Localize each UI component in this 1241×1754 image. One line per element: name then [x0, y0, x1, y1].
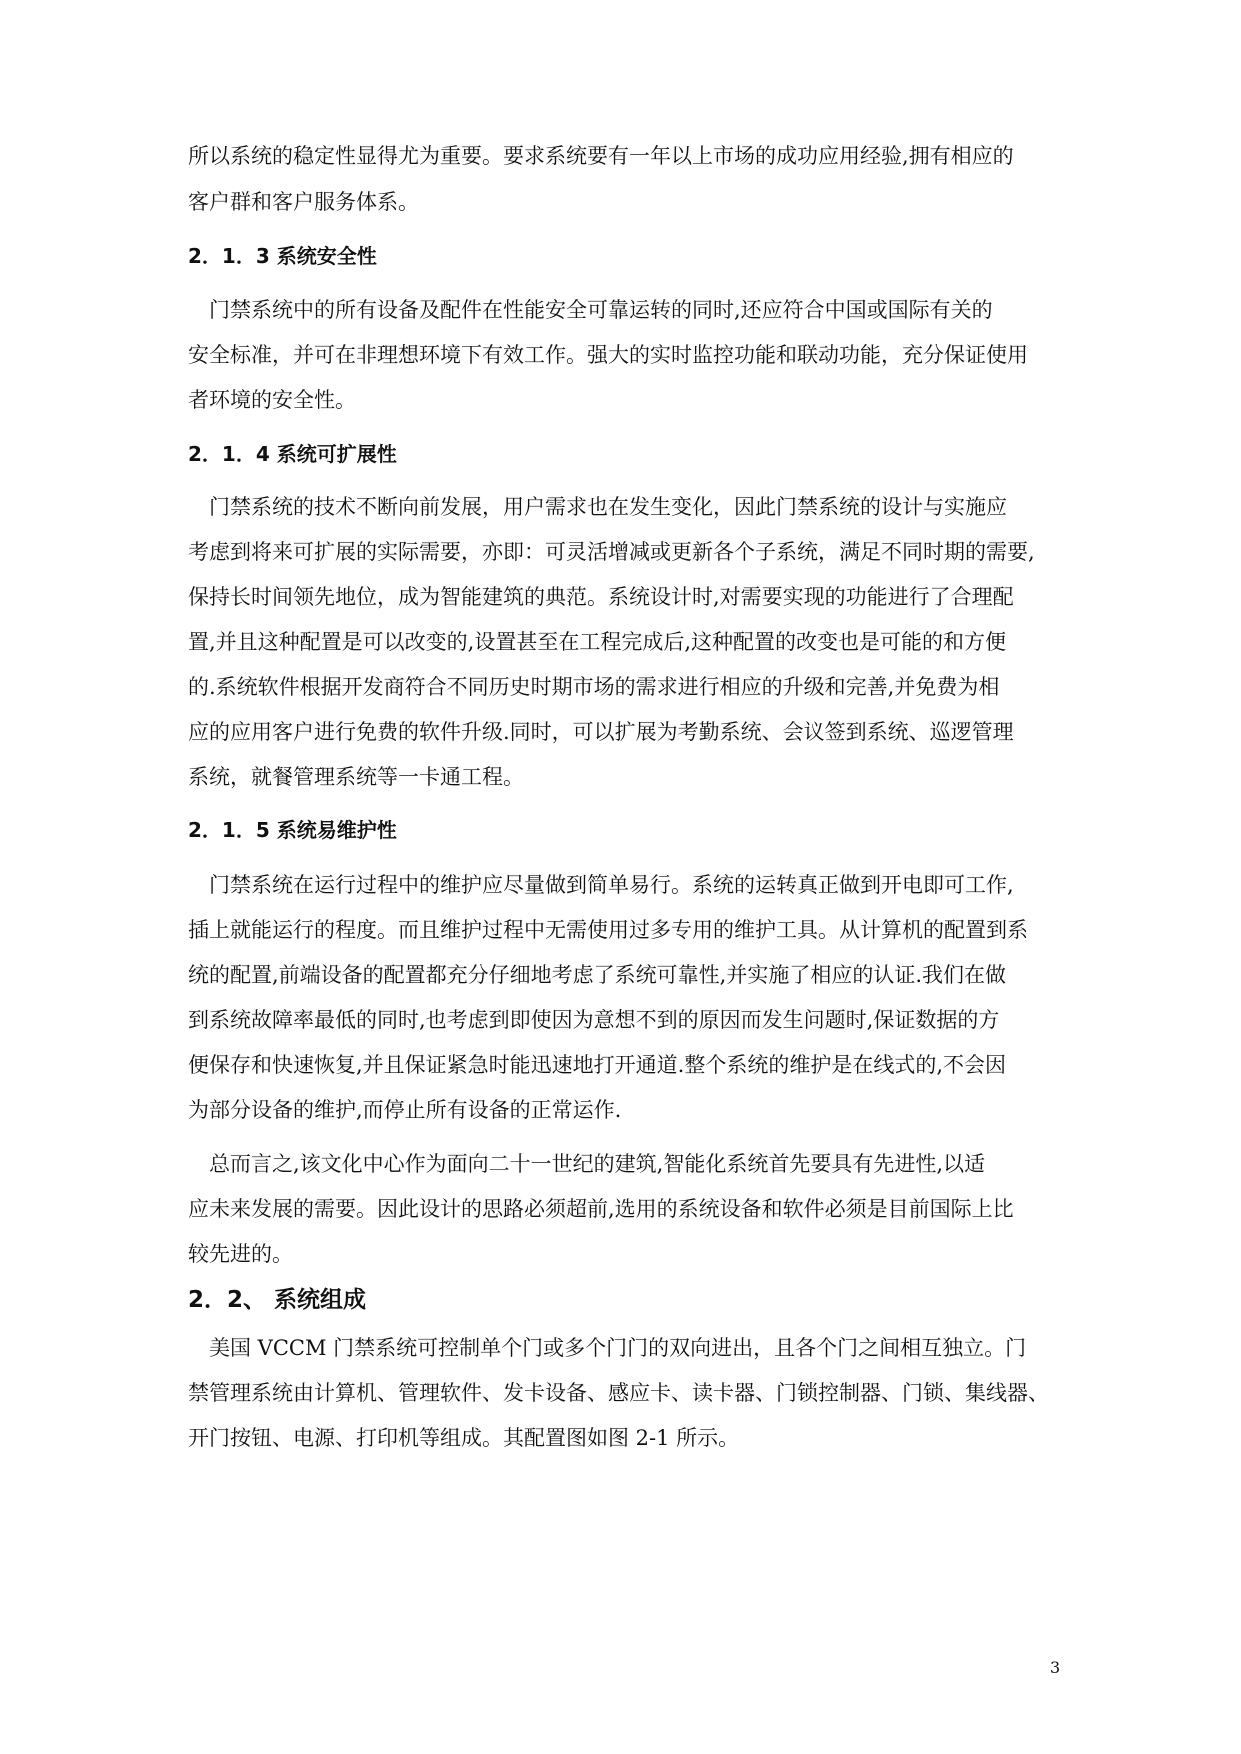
para-maintain-line-6: 为部分设备的维护,而停止所有设备的正常运作.	[188, 1098, 622, 1122]
para-stability-line-1: 所以系统的稳定性显得尤为重要。要求系统要有一年以上市场的成功应用经验,拥有相应的	[188, 144, 1014, 168]
para-maintain-line-2: 插上就能运行的程度。而且维护过程中无需使用过多专用的维护工具。从计算机的配置到系	[188, 918, 1028, 942]
para-composition-line-2: 禁管理系统由计算机、管理软件、发卡设备、感应卡、读卡器、门锁控制器、门锁、集线器、	[188, 1381, 1049, 1405]
page-number: 3	[1050, 1658, 1061, 1677]
para-summary-line-3: 较先进的。	[188, 1242, 293, 1266]
para-composition-line-1: 美国 VCCM 门禁系统可控制单个门或多个门门的双向进出，且各个门之间相互独立。门	[188, 1336, 1027, 1360]
heading-2-1-5: 2．1．5 系统易维护性	[188, 818, 397, 842]
heading-2-1-3: 2．1．3 系统安全性	[188, 244, 377, 268]
para-scalability-line-6: 应的应用客户进行免费的软件升级.同时，可以扩展为考勤系统、会议签到系统、巡逻管理	[188, 720, 1014, 744]
para-maintain-line-5: 便保存和快速恢复,并且保证紧急时能迅速地打开通道.整个系统的维护是在线式的,不会因	[188, 1053, 1007, 1077]
para-maintain-line-3: 统的配置,前端设备的配置都充分仔细地考虑了系统可靠性,并实施了相应的认证.我们在做	[188, 963, 1007, 987]
heading-2-1-4: 2．1．4 系统可扩展性	[188, 442, 397, 466]
para-stability-line-2: 客户群和客户服务体系。	[188, 190, 419, 214]
para-security-line-2: 安全标准，并可在非理想环境下有效工作。强大的实时监控功能和联动功能，充分保证使用	[188, 343, 1028, 367]
para-scalability-line-4: 置,并且这种配置是可以改变的,设置甚至在工程完成后,这种配置的改变也是可能的和方便	[188, 630, 1007, 654]
para-scalability-line-7: 系统，就餐管理系统等一卡通工程。	[188, 765, 524, 789]
para-scalability-line-3: 保持长时间领先地位，成为智能建筑的典范。系统设计时,对需要实现的功能进行了合理配	[188, 585, 1014, 609]
para-summary-line-2: 应未来发展的需要。因此设计的思路必须超前,选用的系统设备和软件必须是目前国际上比	[188, 1197, 1014, 1221]
para-scalability-line-5: 的.系统软件根据开发商符合不同历史时期市场的需求进行相应的升级和完善,并免费为相	[188, 675, 1000, 699]
para-scalability-line-2: 考虑到将来可扩展的实际需要，亦即：可灵活增减或更新各个子系统，满足不同时期的需要,	[188, 540, 1035, 564]
para-maintain-line-4: 到系统故障率最低的同时,也考虑到即使因为意想不到的原因而发生问题时,保证数据的方	[188, 1008, 1000, 1032]
para-summary-line-1: 总而言之,该文化中心作为面向二十一世纪的建筑,智能化系统首先要具有先进性,以适	[188, 1152, 986, 1176]
para-security-line-1: 门禁系统中的所有设备及配件在性能安全可靠运转的同时,还应符合中国或国际有关的	[188, 298, 993, 322]
heading-2-2: 2．2、 系统组成	[188, 1287, 367, 1313]
para-security-line-3: 者环境的安全性。	[188, 388, 356, 412]
para-scalability-line-1: 门禁系统的技术不断向前发展，用户需求也在发生变化，因此门禁系统的设计与实施应	[188, 495, 1007, 519]
para-maintain-line-1: 门禁系统在运行过程中的维护应尽量做到简单易行。系统的运转真正做到开电即可工作,	[188, 873, 1014, 897]
para-composition-line-3: 开门按钮、电源、打印机等组成。其配置图如图 2-1 所示。	[188, 1426, 740, 1450]
